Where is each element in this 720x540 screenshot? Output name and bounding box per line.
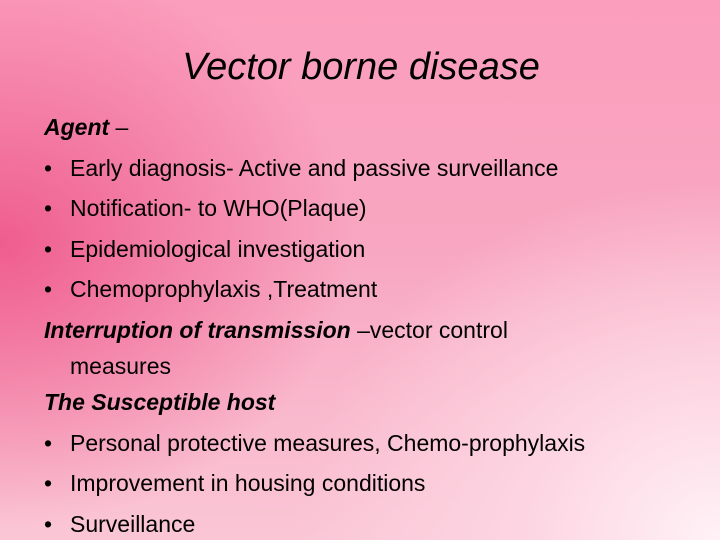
- list-item: [44, 269, 714, 310]
- bullet-icon: •: [44, 195, 53, 221]
- agent-separator: –: [109, 114, 129, 140]
- agent-item-text: Early diagnosis- Active and passive surveillance: [70, 154, 559, 181]
- host-heading: The Susceptible host: [44, 389, 276, 415]
- interruption-heading: Interruption of transmission: [44, 316, 351, 343]
- host-item-text: Surveillance: [70, 510, 196, 537]
- host-item-text: Improvement in housing conditions: [70, 470, 426, 496]
- host-item-text: Personal protective measures, Chemo-prophylaxis: [70, 429, 586, 456]
- list-item: [44, 463, 714, 504]
- bullet-icon: •: [44, 154, 53, 181]
- list-item: [44, 504, 714, 540]
- agent-heading-line: [44, 107, 714, 148]
- bullet-icon: •: [44, 470, 53, 496]
- list-item: [44, 423, 714, 464]
- bullet-icon: •: [44, 510, 53, 537]
- bullet-icon: •: [44, 429, 53, 456]
- agent-item-text: Epidemiological investigation: [70, 235, 366, 262]
- agent-item-text: Chemoprophylaxis ,Treatment: [70, 276, 378, 302]
- interruption-text: –vector control: [350, 316, 508, 343]
- list-item: [44, 229, 714, 270]
- list-item: [44, 188, 714, 229]
- slide-body: [44, 107, 714, 540]
- list-item: [44, 148, 714, 189]
- bullet-icon: •: [44, 235, 53, 262]
- bullet-icon: •: [44, 276, 53, 302]
- slide-title: Vector borne disease: [182, 46, 540, 88]
- interruption-continuation: measures: [70, 353, 171, 379]
- interruption-heading-line: [44, 310, 714, 351]
- agent-heading: Agent: [44, 114, 110, 140]
- agent-item-text: Notification- to WHO(Plaque): [70, 195, 367, 221]
